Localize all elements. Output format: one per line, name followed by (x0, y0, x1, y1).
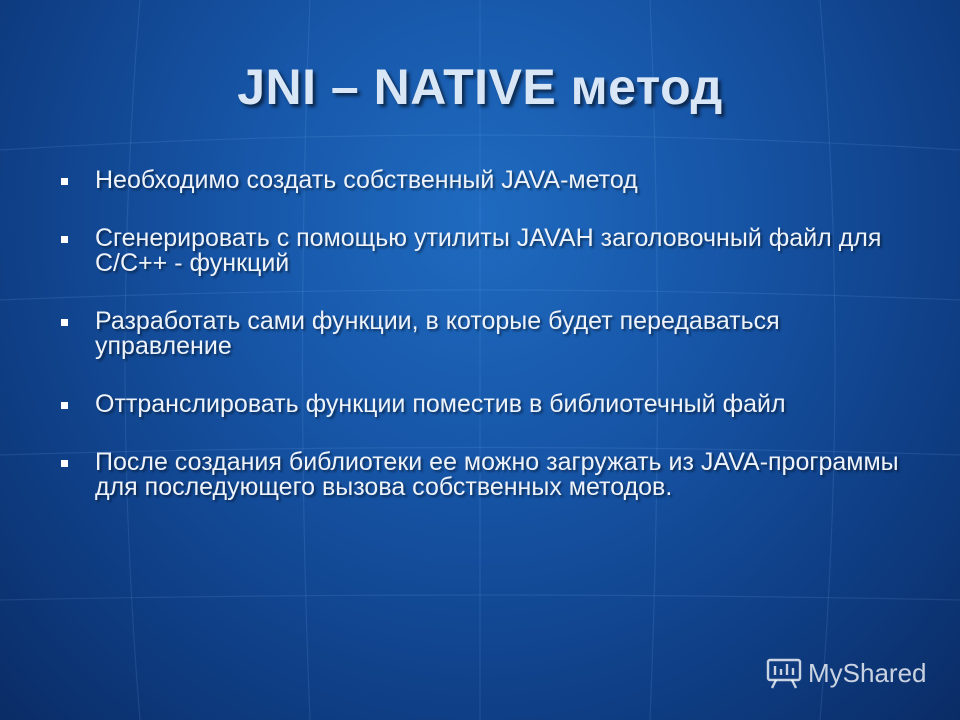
bullet-text: После создания библиотеки ее можно загружать из JAVA-программы для последующего вызова собственных методов. (95, 448, 899, 501)
list-item (58, 168, 918, 193)
list-item (58, 392, 918, 417)
square-bullet-icon (61, 178, 68, 185)
bullet-text: Сгенерировать с помощью утилиты JAVAH заголовочный файл для C/C++ - функций (95, 224, 882, 277)
bullet-list (58, 168, 918, 533)
square-bullet-icon (61, 402, 68, 409)
list-item (58, 226, 918, 276)
square-bullet-icon (61, 319, 68, 326)
bullet-text: Разработать сами функции, в которые будет передаваться управление (95, 307, 780, 360)
square-bullet-icon (61, 460, 68, 467)
square-bullet-icon (61, 236, 68, 243)
list-item (58, 450, 918, 500)
bullet-text: Оттранслировать функции поместив в библиотечный файл (95, 390, 786, 418)
myshared-watermark[interactable] (766, 656, 927, 690)
myshared-logo-icon (766, 656, 802, 690)
bullet-text: Необходимо создать собственный JAVA-метод (95, 166, 638, 194)
watermark-text: MyShared (808, 657, 927, 688)
list-item (58, 309, 918, 359)
slide-title: JNI – NATIVE метод (237, 59, 723, 115)
